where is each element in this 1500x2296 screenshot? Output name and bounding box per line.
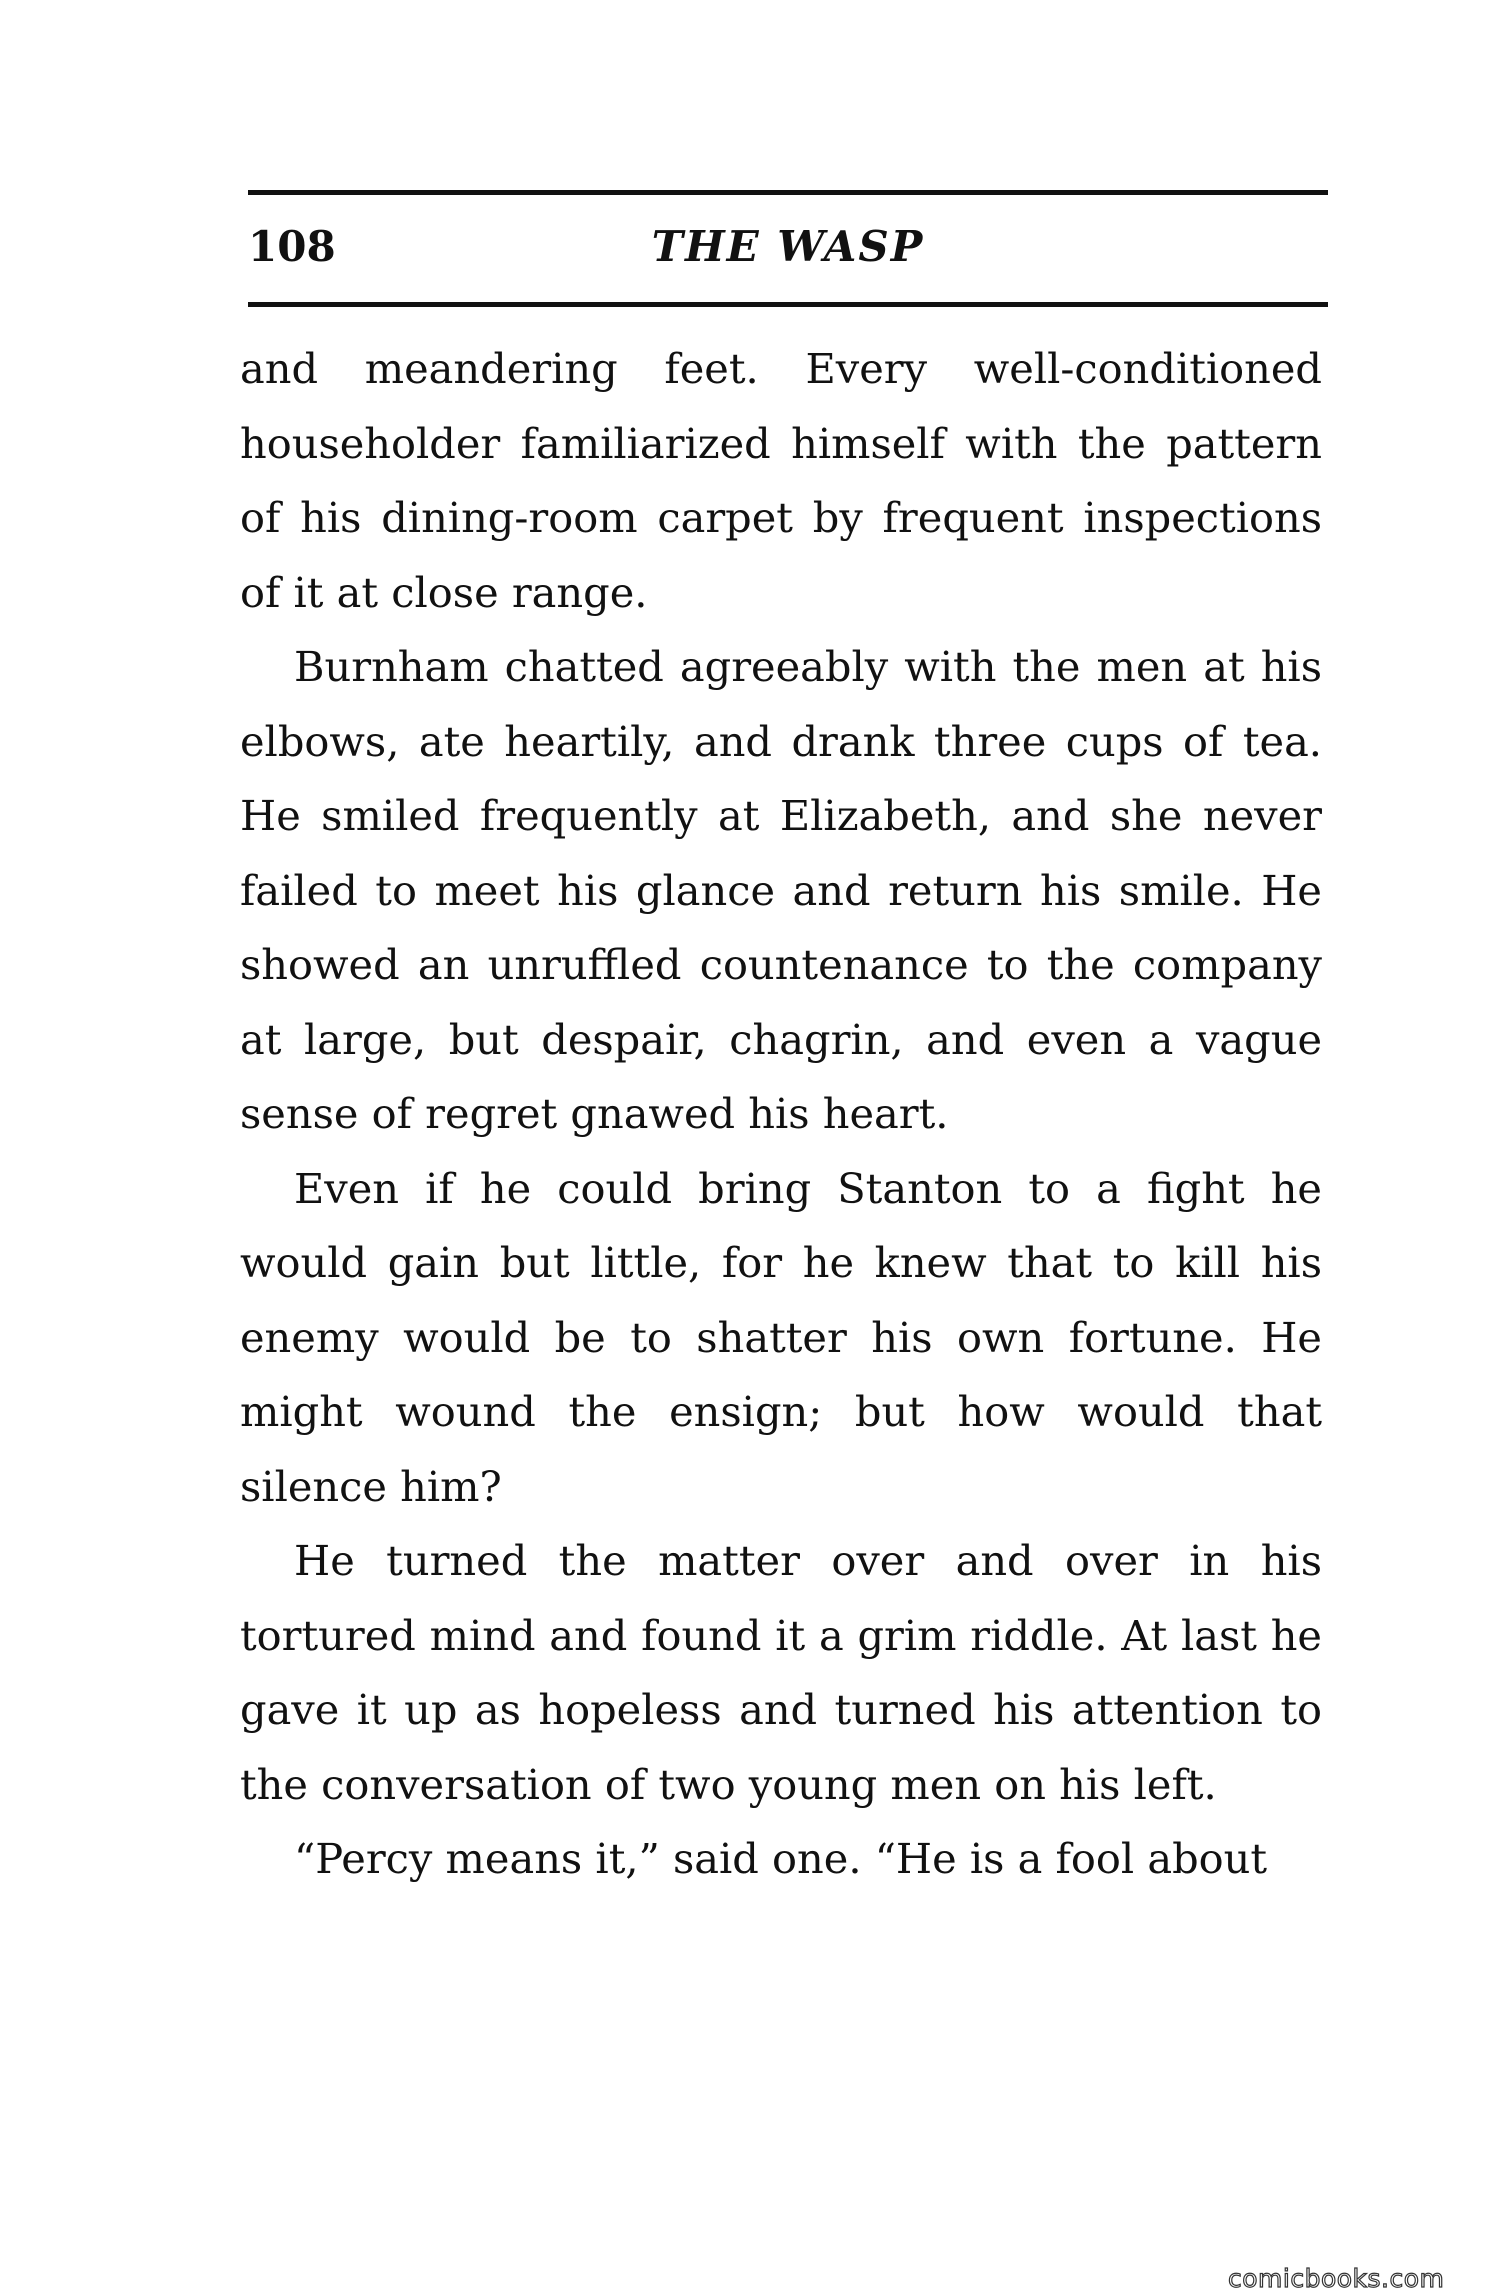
paragraph-2: Burnham chatted agreeably with the men at his elbows, ate heartily, and drank three cups of tea. He smiled frequently at Elizabeth, and she never failed to meet his glance and return his smile. He showed an unruffled countenance to the company at large, but despair, chagrin, and even a vague sense of regret gnawed his heart. [240, 642, 1322, 1138]
body-text [240, 332, 1322, 1897]
header-top-rule [248, 190, 1328, 195]
paragraph-1: and meandering feet. Every well-conditioned householder familiarized himself with the pattern of his dining-room carpet by frequent inspections of it at close range. [240, 344, 1322, 617]
paragraph-4: He turned the matter over and over in his tortured mind and found it a grim riddle. At last he gave it up as hopeless and turned his attention to the conversation of two young men on his left. [240, 1536, 1322, 1809]
paragraph-3: Even if he could bring Stanton to a fight he would gain but little, for he knew that to kill his enemy would be to shatter his own fortune. He might wound the ensign; but how would that silence him? [240, 1163, 1322, 1511]
watermark: comicbooks.com [1228, 2264, 1445, 2293]
page-number: 108 [248, 222, 336, 271]
paragraph-5: “Percy means it,” said one. “He is a fool about [294, 1834, 1268, 1883]
page-header [248, 222, 1328, 282]
running-title: THE WASP [651, 222, 925, 271]
header-bottom-rule [248, 302, 1328, 307]
